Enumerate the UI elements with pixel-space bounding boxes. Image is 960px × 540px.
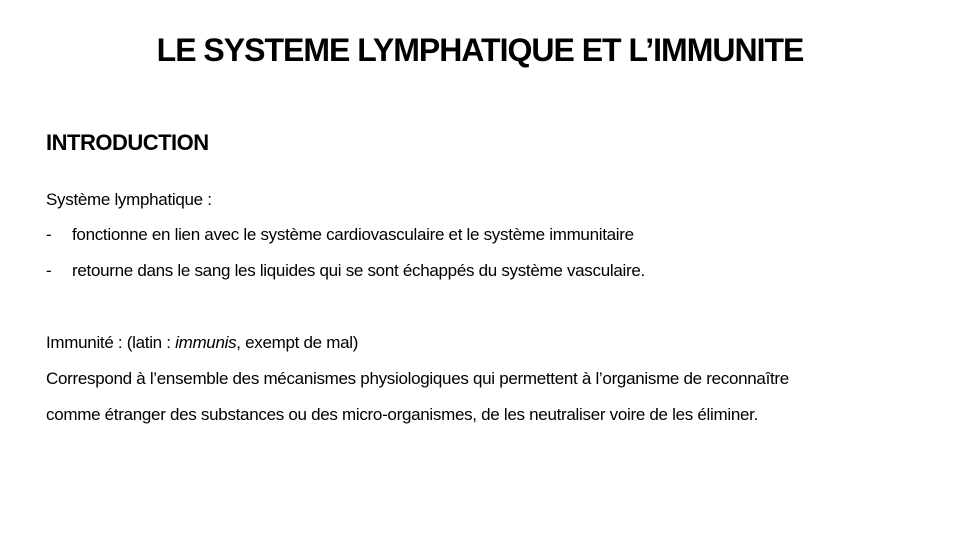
immunity-definition-line: comme étranger des substances ou des micro-organismes, de les neutraliser voire de les éliminer. bbox=[46, 405, 758, 424]
bullet-dash: - bbox=[46, 261, 52, 280]
immunity-definition-line: Correspond à l’ensemble des mécanismes physiologiques qui permettent à l’organisme de reconnaître bbox=[46, 369, 789, 388]
list-item bbox=[46, 259, 645, 283]
bullet-dash: - bbox=[46, 225, 52, 244]
list-item-text: fonctionne en lien avec le système cardiovasculaire et le système immunitaire bbox=[72, 225, 634, 244]
immunity-latin-term: immunis bbox=[175, 333, 237, 352]
list-item bbox=[46, 223, 634, 247]
lymphatic-label: Système lymphatique : bbox=[46, 190, 212, 209]
slide-title: LE SYSTEME LYMPHATIQUE ET L’IMMUNITE bbox=[156, 32, 804, 68]
immunity-label-prefix: Immunité : (latin : bbox=[46, 333, 176, 352]
immunity-label bbox=[46, 331, 358, 355]
section-heading: INTRODUCTION bbox=[46, 130, 209, 155]
list-item-text: retourne dans le sang les liquides qui se sont échappés du système vasculaire. bbox=[72, 261, 645, 280]
immunity-label-suffix: , exempt de mal) bbox=[236, 333, 359, 352]
